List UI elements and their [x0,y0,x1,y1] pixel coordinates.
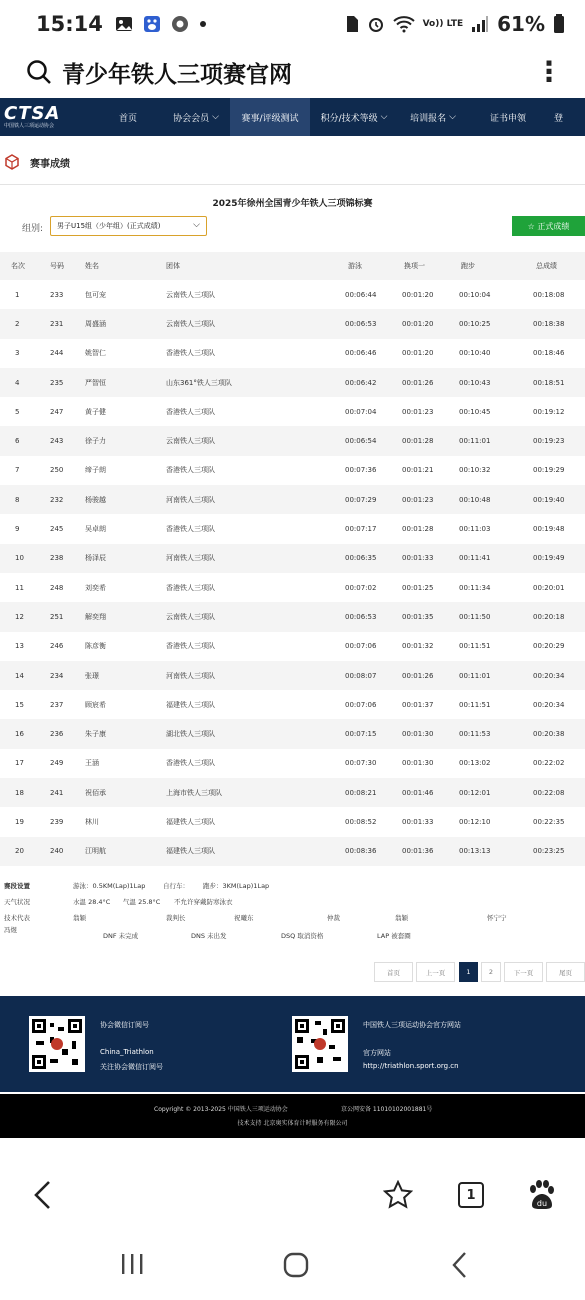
chevron-down-icon: ⌵ [193,220,200,230]
cell-bib: 234 [50,671,64,680]
cell-team: 香港铁人三项队 [166,642,215,651]
cell-team: 云南铁人三项队 [166,290,215,299]
tech-label: 技术代表 [4,914,30,922]
logo-subtitle: 中国铁人三项运动协会 [4,123,55,129]
cell-rank: 14 [15,671,24,680]
tab-count: 1 [466,1187,476,1203]
cell-name: 严智恒 [85,378,106,387]
group-select-value: 男子U15组（少年组）(正式成绩) [57,222,161,230]
site-footer [0,996,585,1092]
nav-login[interactable] [548,98,576,136]
baidu-icon [143,15,161,33]
nav-events[interactable] [230,98,310,136]
table-body [0,280,585,866]
cell-bib: 249 [50,759,64,768]
cell-t1: 00:01:26 [402,671,434,680]
header-bib: 号码 [50,262,64,270]
cell-run: 00:10:48 [459,495,491,504]
legend-dns: DNS 未出发 [191,932,227,940]
cell-run: 00:11:01 [459,671,491,680]
star-bookmark-icon[interactable] [383,1180,413,1210]
cell-rank: 15 [15,700,24,709]
cell-t1: 00:01:33 [402,554,434,563]
cell-t1: 00:01:46 [402,788,434,797]
cell-t1: 00:01:25 [402,583,434,592]
cell-bib: 243 [50,437,64,446]
arbitration-name-1: 翁颖 [395,914,408,922]
nav-points-label: 积分/技术等级 [320,113,378,124]
cell-bib: 231 [50,319,64,328]
pager-page-2[interactable]: 2 [481,962,501,982]
pager-prev[interactable]: 上一页 [416,962,455,982]
cell-bib: 244 [50,349,64,358]
system-navigation-bar [0,1240,585,1290]
clock: 15:14 [36,12,103,36]
extra-name: 冯煜 [4,926,17,934]
cell-rank: 10 [15,554,24,563]
cell-t1: 00:01:23 [402,407,434,416]
cell-t1: 00:01:30 [402,759,434,768]
cell-name: 吴卓朗 [85,525,106,534]
nav-certificate-label: 证书申领 [489,113,526,124]
legend-lap: LAP 被套圈 [377,932,411,940]
home-icon[interactable] [283,1252,309,1278]
cell-t1: 00:01:20 [402,290,434,299]
nav-members-label: 协会会员 [173,113,210,124]
cell-t1: 00:01:35 [402,612,434,621]
table-row [0,749,585,778]
cell-bib: 241 [50,788,64,797]
table-row [0,837,585,866]
table-row [0,397,585,426]
status-bar [0,0,585,48]
wechat-id: China_Triathlon [100,1048,154,1056]
cell-total: 00:19:12 [533,407,565,416]
cell-bib: 250 [50,466,64,475]
cell-team: 福建铁人三项队 [166,817,215,826]
cell-rank: 6 [15,437,20,446]
table-row [0,602,585,631]
cell-team: 河南铁人三项队 [166,554,215,563]
table-row [0,632,585,661]
cell-swim: 00:07:17 [345,525,377,534]
site-url-link[interactable]: http://triathlon.sport.org.cn [363,1062,459,1070]
cell-bib: 235 [50,378,64,387]
cell-rank: 12 [15,612,24,621]
referee-label: 裁判长 [166,914,186,922]
cell-swim: 00:07:02 [345,583,377,592]
cell-total: 00:19:23 [533,437,565,446]
cell-swim: 00:07:15 [345,730,377,739]
cell-name: 黄子健 [85,407,106,416]
page-title: 青少年铁人三项赛官网 [62,61,292,88]
cell-total: 00:22:02 [533,759,565,768]
cell-team: 河南铁人三项队 [166,671,215,680]
pager-page-1[interactable]: 1 [459,962,478,982]
cell-swim: 00:07:29 [345,495,377,504]
wechat-qr-code [29,1016,85,1072]
site-title: 中国铁人三项运动协会官方网站 [363,1021,461,1029]
official-results-button[interactable]: ☆ 正式成绩 [512,216,585,236]
table-header [0,252,585,280]
copyright-text: Copyright © 2013-2025 中国铁人三项运动协会 [154,1106,288,1113]
table-row [0,426,585,455]
alarm-icon [367,15,385,33]
cell-team: 香港铁人三项队 [166,466,215,475]
table-row [0,280,585,309]
section-title: 赛事成绩 [30,158,70,170]
cube-icon [4,154,20,170]
cell-name: 杨泽辰 [85,554,106,563]
recents-icon[interactable] [119,1252,145,1276]
cell-swim: 00:08:07 [345,671,377,680]
cell-team: 山东361°铁人三项队 [166,378,232,387]
cell-team: 香港铁人三项队 [166,407,215,416]
cell-swim: 00:07:04 [345,407,377,416]
pager-next[interactable]: 下一页 [504,962,543,982]
table-row [0,544,585,573]
cell-bib: 240 [50,847,64,856]
nav-certificate[interactable] [468,98,548,136]
cell-run: 00:13:13 [459,847,491,856]
cell-run: 00:10:04 [459,290,491,299]
back-arrow-icon[interactable] [32,1180,54,1210]
cell-t1: 00:01:37 [402,700,434,709]
cell-total: 00:19:40 [533,495,565,504]
cell-rank: 5 [15,407,20,416]
pager-last[interactable]: 尾页 [546,962,585,982]
cell-run: 00:11:51 [459,700,491,709]
weather-label: 天气状况 [4,898,30,906]
divider [0,184,585,185]
ctsa-logo[interactable] [0,98,94,136]
cell-name: 顾宸希 [85,700,106,709]
cell-t1: 00:01:23 [402,495,434,504]
chevron-down-icon: ⌵ [212,112,219,122]
browser-address-bar[interactable] [0,48,585,96]
cell-t1: 00:01:28 [402,525,434,534]
chrome-icon [171,15,189,33]
cell-swim: 00:06:54 [345,437,377,446]
cell-total: 00:20:01 [533,583,565,592]
cell-total: 00:22:08 [533,788,565,797]
nav-home-label: 首页 [118,113,137,124]
cell-name: 包可宠 [85,290,106,299]
cell-swim: 00:06:53 [345,612,377,621]
table-row [0,514,585,543]
nav-training-label: 培训报名 [410,113,447,124]
cell-bib: 247 [50,407,64,416]
cell-team: 湖北铁人三项队 [166,730,215,739]
info-setup [4,881,30,890]
nav-home[interactable] [94,98,162,136]
cell-name: 林川 [85,817,99,826]
cell-run: 00:11:01 [459,437,491,446]
site-qr-code [292,1016,348,1072]
arbitration-label: 仲裁 [327,914,340,922]
setup-label: 赛段设置 [4,882,30,890]
cell-rank: 13 [15,642,24,651]
table-row [0,690,585,719]
cell-total: 00:19:48 [533,525,565,534]
site-nav [0,98,585,136]
cell-swim: 00:07:30 [345,759,377,768]
cell-total: 00:22:35 [533,817,565,826]
cell-rank: 18 [15,788,24,797]
group-select[interactable] [50,216,207,236]
dot-icon [199,20,207,28]
wechat-desc: 关注协会微信订阅号 [100,1063,163,1071]
cell-bib: 236 [50,730,64,739]
cell-rank: 17 [15,759,24,768]
header-name: 姓名 [85,262,99,270]
cell-t1: 00:01:21 [402,466,434,475]
table-row [0,339,585,368]
cell-total: 00:18:46 [533,349,565,358]
tab-count-button[interactable] [458,1182,484,1208]
air-temp: 气温 25.8°C [123,898,161,906]
cell-run: 00:11:03 [459,525,491,534]
baidu-paw-icon[interactable] [526,1179,556,1211]
cell-t1: 00:01:20 [402,319,434,328]
cell-swim: 00:08:21 [345,788,377,797]
cell-swim: 00:06:42 [345,378,377,387]
cell-total: 00:20:29 [533,642,565,651]
legend-dsq: DSQ 取消资格 [281,932,324,940]
cell-bib: 237 [50,700,64,709]
pagination [0,962,585,982]
header-team: 团体 [166,262,180,270]
cell-bib: 239 [50,817,64,826]
cell-team: 香港铁人三项队 [166,525,215,534]
cell-run: 00:12:10 [459,817,491,826]
cell-swim: 00:06:44 [345,290,377,299]
nav-events-label: 赛事/评级测试 [241,113,299,124]
cell-run: 00:10:32 [459,466,491,475]
cell-run: 00:10:45 [459,407,491,416]
cell-total: 00:18:08 [533,290,565,299]
cell-t1: 00:01:26 [402,378,434,387]
signal-icon [471,15,489,33]
cell-total: 00:19:29 [533,466,565,475]
cell-total: 00:23:25 [533,847,565,856]
pager-first[interactable]: 首页 [374,962,413,982]
cell-team: 河南铁人三项队 [166,495,215,504]
cell-swim: 00:06:53 [345,319,377,328]
cell-swim: 00:06:46 [345,349,377,358]
wechat-title: 协会微信订阅号 [100,1021,149,1029]
cell-total: 00:20:34 [533,700,565,709]
cell-team: 云南铁人三项队 [166,437,215,446]
cell-run: 00:13:02 [459,759,491,768]
header-t1: 换项一 [404,262,425,270]
cell-team: 香港铁人三项队 [166,583,215,592]
cell-bib: 232 [50,495,64,504]
cell-run: 00:10:40 [459,349,491,358]
cell-rank: 3 [15,349,20,358]
table-row [0,368,585,397]
referee-name: 祝曦东 [234,914,254,922]
cell-rank: 9 [15,525,20,534]
cell-rank: 1 [15,290,20,299]
cell-t1: 00:01:20 [402,349,434,358]
cell-total: 00:20:34 [533,671,565,680]
cell-team: 福建铁人三项队 [166,847,215,856]
table-row [0,661,585,690]
group-filter-row [0,216,585,238]
wetsuit-rule: 不允许穿戴防寒泳衣 [174,898,233,906]
table-row [0,778,585,807]
cell-name: 姚智仁 [85,349,106,358]
cell-rank: 16 [15,730,24,739]
tech-name: 翁颖 [73,914,86,922]
cell-bib: 248 [50,583,64,592]
cell-swim: 00:06:35 [345,554,377,563]
setup-bike: 自行车： [163,882,189,890]
nav-members[interactable] [162,98,230,136]
cell-bib: 238 [50,554,64,563]
cell-swim: 00:07:36 [345,466,377,475]
table-row [0,573,585,602]
browser-toolbar [0,1165,585,1225]
footer-copyright-bar [0,1094,585,1138]
support-text: 技术支持 北京奥实体育计时服务有限公司 [237,1120,348,1127]
arbitration-name-2: 怀宁宁 [487,914,507,922]
cell-name: 王涵 [85,759,99,768]
cell-rank: 11 [15,583,24,592]
nav-login-label: 登 [554,113,564,124]
cell-rank: 8 [15,495,20,504]
cell-total: 00:19:49 [533,554,565,563]
site-label: 官方网站 [363,1049,391,1057]
more-menu-icon[interactable]: ⋮ [535,55,563,88]
table-row [0,485,585,514]
cell-run: 00:12:01 [459,788,491,797]
cell-run: 00:11:50 [459,612,491,621]
setup-run: 跑步：3KM(Lap)1Lap [203,882,270,890]
cell-swim: 00:07:06 [345,642,377,651]
water-temp: 水温 28.4°C [73,898,111,906]
cell-name: 杨骏越 [85,495,106,504]
cell-name: 解奕翔 [85,612,106,621]
chevron-down-icon: ⌵ [380,112,388,122]
group-label: 组别: [22,224,44,234]
cell-swim: 00:07:06 [345,700,377,709]
cell-rank: 2 [15,319,20,328]
cell-bib: 251 [50,612,64,621]
event-title: 2025年徐州全国青少年铁人三项锦标赛 [212,199,373,209]
table-row [0,807,585,836]
cell-team: 云南铁人三项队 [166,319,215,328]
header-total: 总成绩 [536,262,557,270]
system-back-icon[interactable] [450,1251,470,1279]
cell-rank: 20 [15,847,24,856]
cell-t1: 00:01:32 [402,642,434,651]
cell-team: 香港铁人三项队 [166,759,215,768]
cell-run: 00:11:53 [459,730,491,739]
cell-run: 00:11:34 [459,583,491,592]
cell-name: 朱子康 [85,730,106,739]
cell-rank: 19 [15,817,24,826]
header-run: 跑步 [461,262,475,270]
cell-run: 00:10:43 [459,378,491,387]
table-row [0,456,585,485]
cell-name: 祝佰承 [85,788,106,797]
wifi-icon [393,15,415,33]
cell-team: 云南铁人三项队 [166,612,215,621]
cell-rank: 4 [15,378,20,387]
cell-name: 陈彦衡 [85,642,106,651]
nav-points[interactable] [310,98,398,136]
cell-run: 00:11:51 [459,642,491,651]
gallery-icon [115,15,133,33]
battery-level: 61% [497,12,545,36]
results-section-header [0,148,585,176]
battery-icon [553,14,565,34]
cell-t1: 00:01:30 [402,730,434,739]
cell-name: 刘奕希 [85,583,106,592]
chevron-down-icon: ⌵ [449,112,456,122]
cell-name: 周盛涵 [85,319,106,328]
cell-swim: 00:08:36 [345,847,377,856]
icp-text[interactable]: 京公网安备 11010102001881号 [341,1106,433,1113]
header-swim: 游泳 [348,262,362,270]
cell-total: 00:20:38 [533,730,565,739]
table-row [0,719,585,748]
cell-team: 上海市铁人三项队 [166,788,222,797]
cell-rank: 7 [15,466,20,475]
cell-bib: 245 [50,525,64,534]
cell-total: 00:18:38 [533,319,565,328]
setup-swim: 游泳：0.5KM(Lap)1Lap [73,882,146,890]
cell-run: 00:11:41 [459,554,491,563]
network-label: Vo)) LTE [422,18,464,29]
cell-run: 00:10:25 [459,319,491,328]
results-table [0,252,585,866]
cell-total: 00:18:51 [533,378,565,387]
cell-total: 00:20:18 [533,612,565,621]
cell-name: 江明航 [85,847,106,856]
cell-name: 张璟 [85,671,99,680]
cell-name: 徐子力 [85,437,106,446]
header-rank: 名次 [11,262,25,270]
cell-bib: 246 [50,642,64,651]
cell-bib: 233 [50,290,64,299]
svg-text:du: du [536,1199,548,1208]
logo-brand: CTSA [4,103,61,124]
cell-team: 香港铁人三项队 [166,349,215,358]
nav-training[interactable] [398,98,468,136]
cell-t1: 00:01:36 [402,847,434,856]
cell-t1: 00:01:28 [402,437,434,446]
cell-t1: 00:01:33 [402,817,434,826]
cell-name: 缔子朗 [85,466,106,475]
search-icon[interactable] [26,59,52,85]
table-row [0,309,585,338]
legend-dnf: DNF 未完成 [103,932,139,940]
sim-icon [345,15,359,33]
cell-team: 福建铁人三项队 [166,700,215,709]
cell-swim: 00:08:52 [345,817,377,826]
